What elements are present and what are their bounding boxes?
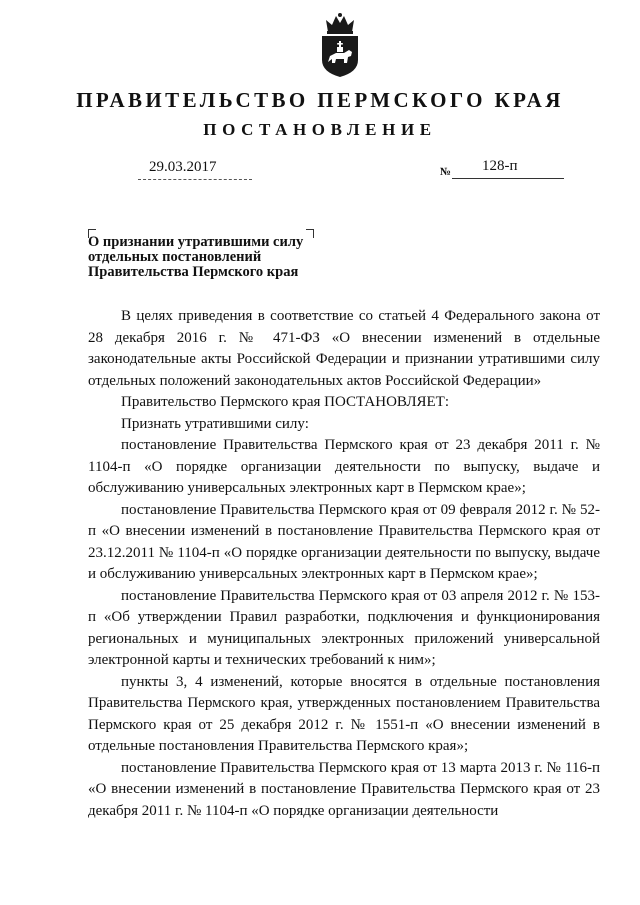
- document-body: [88, 306, 600, 822]
- body-paragraph: Признать утратившими силу:: [121, 415, 309, 432]
- body-paragraph: постановление Правительства Пермского края от 23 декабря 2011 г. № 1104-п «О порядке организации деятельности по выпуску, выдаче и обслуживанию универсальных электронных карт в Пермском крае»;: [88, 437, 600, 496]
- number-underline: [452, 178, 564, 179]
- perm-krai-coat-of-arms-icon: [318, 12, 362, 78]
- body-paragraph: Правительство Пермского края ПОСТАНОВЛЯЕТ:: [121, 394, 450, 410]
- body-paragraph: постановление Правительства Пермского края от 09 февраля 2012 г. № 52-п «О внесении изменений в постановление Правительства Пермского края от 23.12.2011 № 1104-п «О порядке организации деятельности по выпуску, выдаче и обслуживанию универсальных электронных карт в Пермском крае»;: [88, 501, 600, 582]
- body-paragraph: постановление Правительства Пермского края от 13 марта 2013 г. № 116-п «О внесении изменений в постановление Правительства Пермского края от 23 декабря 2011 г. № 1104-п «О порядке организации деятельности: [88, 759, 600, 819]
- subject-line: О признании утратившими силу: [88, 234, 304, 250]
- body-paragraph: постановление Правительства Пермского края от 03 апреля 2012 г. № 153-п «Об утверждении Правил разработки, подключения и функционирования региональных и муниципальных электронных приложений универсальной электронной карты и технических требований к ним»;: [88, 587, 600, 668]
- subject-line: Правительства Пермского края: [88, 264, 299, 280]
- subject-line: отдельных постановлений: [88, 249, 262, 265]
- body-paragraph: В целях приведения в соответствие со статьей 4 Федерального закона от 28 декабря 2016 г. № 471-ФЗ «О внесении изменений в отдельные законодательные акты Российской Федерации и признании утратившими силу отдельных положений законодательных актов Российской Федерации»: [88, 308, 600, 389]
- document-number: 128-п: [482, 158, 518, 174]
- body-paragraph: пункты 3, 4 изменений, которые вносятся в отдельные постановления Правительства Пермского края, утвержденных постановлением Правительства Пермского края от 25 декабря 2012 г. № 1551-п «О внесении изменений в отдельные постановления Правительства Пермского края»;: [88, 673, 600, 754]
- document-type: ПОСТАНОВЛЕНИЕ: [203, 120, 437, 139]
- document-date: 29.03.2017: [149, 159, 217, 175]
- date-underline: [138, 179, 252, 180]
- document-subject: [88, 235, 348, 280]
- government-title: ПРАВИТЕЛЬСТВО ПЕРМСКОГО КРАЯ: [76, 88, 564, 112]
- number-sign: №: [440, 166, 452, 178]
